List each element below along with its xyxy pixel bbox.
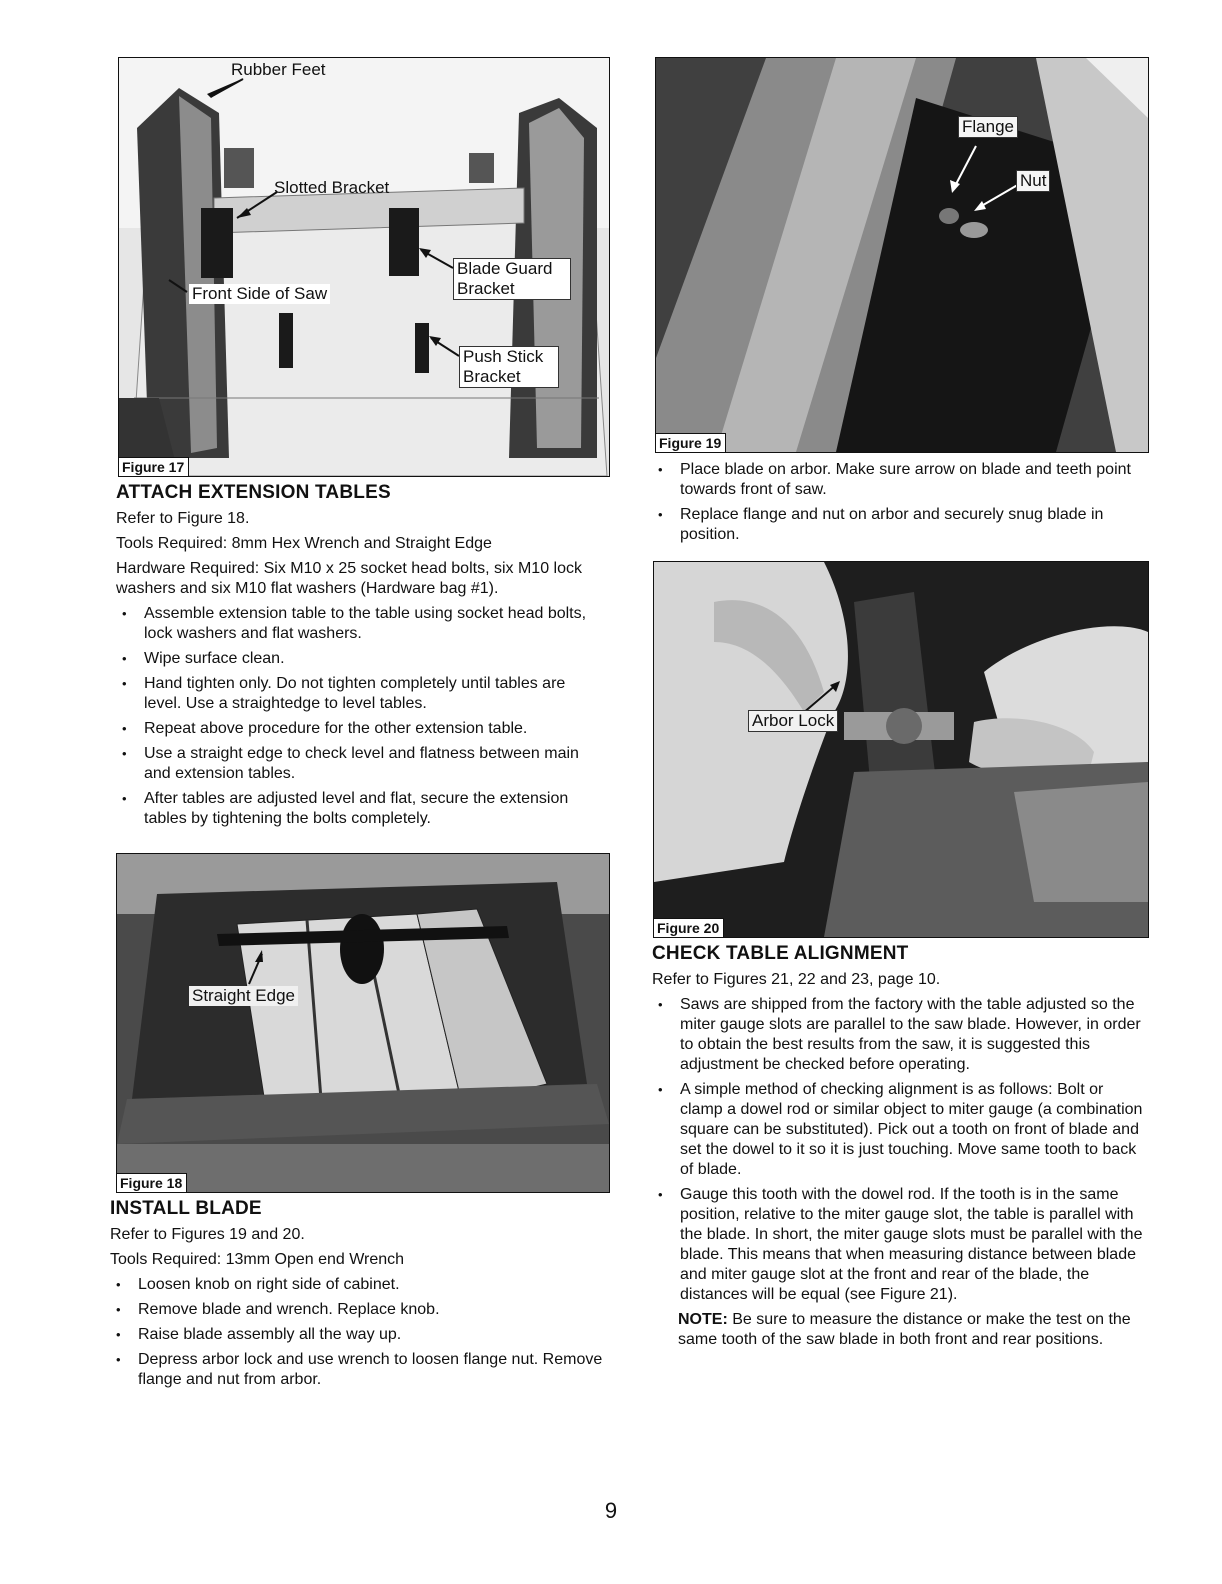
check-table-alignment-heading: CHECK TABLE ALIGNMENT xyxy=(652,943,909,964)
slotted-bracket-label: Slotted Bracket xyxy=(274,178,390,197)
install-refer-text: Refer to Figures 19 and 20. xyxy=(110,1226,305,1243)
check-steps-list xyxy=(652,995,1148,1305)
push-stick-line-1: Push Stick xyxy=(463,347,544,366)
push-stick-line-2: Bracket xyxy=(463,367,521,386)
list-item: • Remove blade and wrench. Replace knob. xyxy=(110,1300,606,1320)
list-item: • A simple method of checking alignment is as follows: Bolt or clamp a dowel rod or similar object to miter gauge (a combination square can be substituted). Pick out a tooth on front of blade and set the dowel to it so it is just touching. Move same tooth to back of blade. xyxy=(652,1080,1148,1180)
install-blade-continued xyxy=(652,455,1148,545)
page-number: 9 xyxy=(604,1498,618,1523)
figure-19-photo xyxy=(656,58,1148,452)
list-item: • Place blade on arbor. Make sure arrow on blade and teeth point towards front of saw. xyxy=(652,460,1148,500)
attach-tools-text: Tools Required: 8mm Hex Wrench and Straight Edge xyxy=(116,535,492,552)
front-side-label: Front Side of Saw xyxy=(189,284,330,304)
list-item: • Repeat above procedure for the other extension table. xyxy=(116,719,606,739)
install-blade-heading: INSTALL BLADE xyxy=(110,1198,262,1219)
list-item: • After tables are adjusted level and flat, secure the extension tables by tightening the bolts completely. xyxy=(116,789,606,829)
install-continued-list xyxy=(652,460,1148,545)
list-item: • Use a straight edge to check level and flatness between main and extension tables. xyxy=(116,744,606,784)
nut-label: Nut xyxy=(1016,170,1050,192)
figure-20-photo xyxy=(654,562,1148,937)
list-item: • Replace flange and nut on arbor and securely snug blade in position. xyxy=(652,505,1148,545)
attach-refer-text: Refer to Figure 18. xyxy=(116,510,250,527)
straight-edge-label: Straight Edge xyxy=(189,986,298,1006)
figure-18-caption: Figure 18 xyxy=(117,1173,187,1192)
list-item: • Assemble extension table to the table using socket head bolts, lock washers and flat washers. xyxy=(116,604,606,644)
blade-guard-line-2: Bracket xyxy=(457,279,515,298)
list-item: • Saws are shipped from the factory with the table adjusted so the miter gauge slots are parallel to the saw blade. However, in order to obtain the best results from the saw, it is suggested this adjustment be checked before operating. xyxy=(652,995,1148,1075)
blade-guard-bracket-label xyxy=(453,258,571,300)
attach-hardware-text: Hardware Required: Six M10 x 25 socket head bolts, six M10 lock washers and six M10 flat washers (Hardware bag #1). xyxy=(116,560,582,597)
blade-guard-line-1: Blade Guard xyxy=(457,259,553,278)
note-label: NOTE: xyxy=(678,1311,728,1328)
push-stick-bracket-label xyxy=(459,346,559,388)
attach-steps-list xyxy=(116,604,606,829)
attach-extension-tables-section xyxy=(116,482,606,829)
figure-19-caption: Figure 19 xyxy=(656,433,726,452)
check-refer-text: Refer to Figures 21, 22 and 23, page 10. xyxy=(652,971,941,988)
flange-label: Flange xyxy=(958,116,1018,138)
check-note xyxy=(652,1310,1148,1350)
list-item: • Wipe surface clean. xyxy=(116,649,606,669)
rubber-feet-label: Rubber Feet xyxy=(231,60,326,79)
install-steps-list xyxy=(110,1275,606,1390)
install-blade-section xyxy=(110,1198,606,1390)
figure-20 xyxy=(653,561,1149,938)
figure-20-caption: Figure 20 xyxy=(654,918,724,937)
figure-17-caption: Figure 17 xyxy=(119,457,189,476)
list-item: • Loosen knob on right side of cabinet. xyxy=(110,1275,606,1295)
arbor-lock-label: Arbor Lock xyxy=(748,710,838,732)
list-item: • Hand tighten only. Do not tighten completely until tables are level. Use a straightedge to level tables. xyxy=(116,674,606,714)
list-item: • Raise blade assembly all the way up. xyxy=(110,1325,606,1345)
figure-18 xyxy=(116,853,610,1193)
install-tools-text: Tools Required: 13mm Open end Wrench xyxy=(110,1251,405,1268)
figure-18-photo xyxy=(117,854,609,1192)
note-text: Be sure to measure the distance or make the test on the same tooth of the saw blade in both front and rear positions. xyxy=(678,1311,1131,1348)
list-item: • Depress arbor lock and use wrench to loosen flange nut. Remove flange and nut from arbor. xyxy=(110,1350,606,1390)
figure-17 xyxy=(118,57,610,477)
list-item: • Gauge this tooth with the dowel rod. If the tooth is in the same position, relative to the miter gauge slot, the table is parallel with the blade. In short, the miter gauge slots must be parallel with the blade. This means that when measuring distance between blade and miter gauge slot at the front and rear of the blade, the distances will be equal (see Figure 21). xyxy=(652,1185,1148,1305)
attach-extension-tables-heading: ATTACH EXTENSION TABLES xyxy=(116,482,391,503)
figure-19 xyxy=(655,57,1149,453)
check-table-alignment-section xyxy=(652,943,1148,1350)
